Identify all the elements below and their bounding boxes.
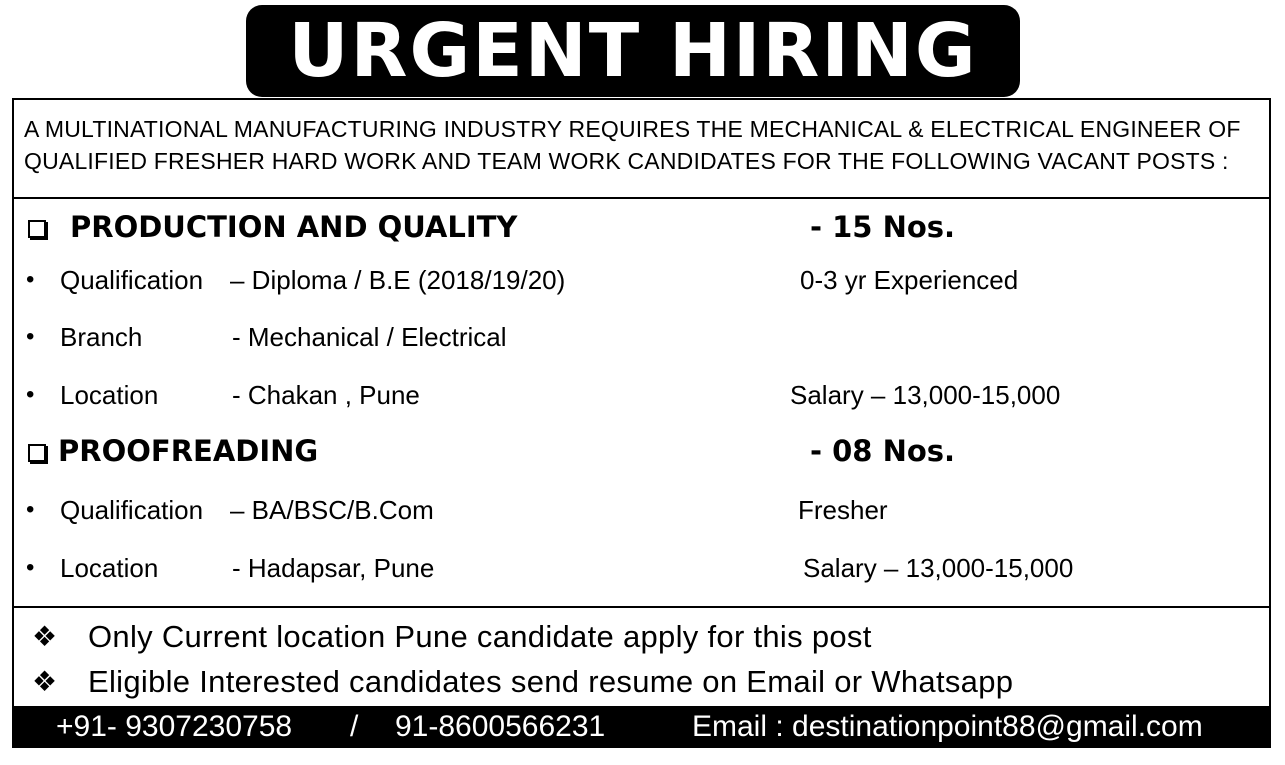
row-label: Qualification <box>60 495 204 525</box>
row-label: Qualification <box>60 265 204 295</box>
row-right: Salary – 13,000-15,000 <box>790 380 1061 410</box>
row-right: Salary – 13,000-15,000 <box>803 553 1074 583</box>
row-value: - Chakan , Pune <box>232 380 420 410</box>
bullet-icon: • <box>26 381 35 408</box>
row-label: Location <box>60 553 159 583</box>
checkbox-square-icon <box>28 220 46 238</box>
title-banner <box>246 5 1020 97</box>
divider-intro <box>12 197 1271 199</box>
row-value: - Mechanical / Electrical <box>232 322 507 352</box>
phone-separator: / <box>350 710 359 743</box>
row-value: – Diploma / B.E (2018/19/20) <box>230 265 566 295</box>
contact-email: Email : destinationpoint88@gmail.com <box>692 710 1203 743</box>
content-frame <box>12 98 1271 708</box>
row-value: – BA/BSC/B.Com <box>230 495 434 525</box>
page-title: URGENT HIRING <box>288 8 978 94</box>
section-count-proofreading: - 08 Nos. <box>810 434 956 468</box>
bullet-icon: • <box>26 266 35 293</box>
phone-number-1: +91- 9307230758 <box>56 710 293 743</box>
phone-number-2: 91-8600566231 <box>395 710 606 743</box>
checkbox-square-icon <box>28 444 46 462</box>
bullet-icon: • <box>26 323 35 350</box>
row-right: Fresher <box>798 495 888 525</box>
diamond-bullet-icon: ❖ <box>32 621 58 652</box>
intro-text: A MULTINATIONAL MANUFACTURING INDUSTRY REQUIRES THE MECHANICAL & ELECTRICAL ENGINEER OF QUALIFIED FRESHER HARD WORK AND TEAM WORK CANDIDATES FOR THE FOLLOWING VACANT POSTS : <box>24 116 1241 174</box>
note-text: Eligible Interested candidates send resume on Email or Whatsapp <box>88 664 1014 699</box>
section-count-production: - 15 Nos. <box>810 210 956 244</box>
row-right: 0-3 yr Experienced <box>800 265 1019 295</box>
divider-notes <box>12 606 1271 608</box>
row-value: - Hadapsar, Pune <box>232 553 435 583</box>
section-title-production: PRODUCTION AND QUALITY <box>70 210 518 244</box>
bullet-icon: • <box>26 554 35 581</box>
diamond-bullet-icon: ❖ <box>32 666 58 697</box>
row-label: Branch <box>60 322 143 352</box>
row-label: Location <box>60 380 159 410</box>
section-title-proofreading: PROOFREADING <box>58 434 319 468</box>
note-text: Only Current location Pune candidate apply for this post <box>88 619 872 654</box>
bullet-icon: • <box>26 496 35 523</box>
